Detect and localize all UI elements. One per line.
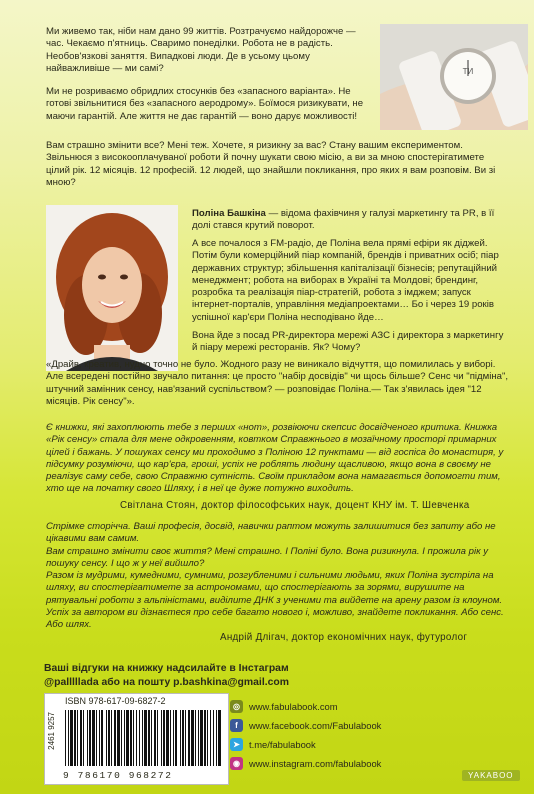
isbn-label: ISBN 978-617-09-6827-2: [65, 696, 166, 706]
side-digits: 2461 9257: [47, 712, 56, 750]
author-quote: «Драйв, креатив, нудно точно не було. Жодного разу не виникало відчуття, що помилилась у виборі. Але всередені постійно звучало питання: це просто "набір досвідів" чи щось більше? Сенс чи "підміна", штучний замінник сенсу, нав'язаний суспільством? — розповідає Поліна.— Так з'явилась ідея "12 місяців. Рік сенсу"».: [46, 359, 509, 407]
author-bio-2: А все почалося з FM-радіо, де Поліна вела прямі ефіри як діджей. Потім були комерційний піар компаній, брендів і приватних осіб; піар державних структур; збільшення капіталізації бізнесів; репутаційний менеджмент; робота на виборах в Україні та Молдові; брендинг, розробка та реалізація піар-стратегій, робота з імджем; запуск інтернет-порталів, управління медіапроектами… Бо і через 19 років успішної кар'єри Поліна несподівано йде…: [192, 238, 499, 323]
author-photo: [46, 205, 178, 371]
author-name: Поліна Башкіна: [192, 208, 266, 219]
telegram-icon: ➤: [230, 738, 243, 751]
link-facebook[interactable]: [230, 719, 381, 732]
feedback-line-2: @palllllada або на пошту p.bashkina@gmail.com: [44, 677, 289, 688]
author-bio-1: [192, 208, 510, 233]
feedback-note: [44, 662, 289, 690]
link-text: www.instagram.com/fabulabook: [249, 758, 382, 769]
facebook-icon: f: [230, 719, 243, 732]
feedback-line-1: Ваші відгуки на книжку надсилайте в Інстаграм: [44, 663, 289, 674]
link-text: t.me/fabulabook: [249, 739, 316, 750]
barcode-digits: 9 786170 968272: [63, 770, 173, 781]
review-2-signature: Андрій Длігач, доктор економічних наук, футуролог: [220, 632, 468, 643]
globe-icon: ◎: [230, 700, 243, 713]
intro-paragraph-2: Ми не розриваємо обридлих стосунків без «запасного варіанта». Не готові звільнитися без «запасного аеродрому». Боїмося ризикувати, не маючи гарантій. Але життя не дає гарантій — воно дарує можливості!: [46, 86, 364, 122]
link-text: www.facebook.com/Fabulabook: [249, 720, 382, 731]
author-bio-1-text: — відома фахівчиня у галузі маркетингу та PR, в її долі стався крутий поворот.: [192, 208, 495, 232]
author-bio-3: Вона йде з посад PR-директора мережі АЗС і директора з маркетингу й піару мережі ресторанів. Як? Чому?: [192, 330, 504, 354]
watch-photo: [380, 24, 528, 130]
barcode: [63, 710, 223, 768]
intro-paragraph-1: Ми живемо так, ніби нам дано 99 життів. Розтрачуємо найдорожче — час. Чекаємо п'ятниць. Сваримо понеділки. Робота не в радість. Необов'язкові заняття. Випадкові люди. Де в усьому цьому найважливіше — ми самі?: [46, 26, 356, 74]
isbn-barcode-block: [44, 693, 229, 785]
watch-face-text: ТИ: [462, 67, 474, 76]
intro-paragraph-3: Вам страшно змінити все? Мені теж. Хочете, я ризикну за вас? Стану вашим експериментом. Звільнюся з високооплачуваної роботи й почну шукати свою місію, а ви за мною спостерігатимете цілий рік. 12 місяців. 12 професій. 12 людей, що знайшли покликання, про яких я вам розповім. Ви зі мною?: [46, 140, 496, 188]
link-telegram[interactable]: [230, 738, 316, 751]
review-1-text: Є книжки, які захоплюють тебе з перших «нот», розвіюючи скепсис досвідченого критика. Книжка «Рік сенсу» стала для мене одкровенням, ковтком Справжнього в мозаїчному просторі примарних цілей і бажань. У пошуках сенсу ми проходимо з Поліною 12 пунктами — від госпіса до монастиря, у підсумку розуміючи, що кар'єра, гроші, успіх не роблять людину щасливою, якщо вона в своєму не реалізує саму себе, свою Справжню сутність. Своїм прикладом вона намагається допомогти тим, хто ще на початку свого Шляху, і в неї це дуже потужно виходить.: [46, 422, 504, 495]
publisher-mark: YAKABOO: [462, 770, 520, 781]
review-2-text: Стрімке сторічча. Ваші професія, досвід, навички раптом можуть залишитися без запиту або не цікавими вам самим. Вам страшно змінити своє життя? Мені страшно. І Поліні було. Вона ризикнула. І прожила рік у пошуку сенсу. І що ж у неї вийшло? Разом із мудрими, кумедними, сумними, розгубленими і сильними людьми, яких Поліна зустріла на шляху, ви спостерігатимете за астрономами, що спостерігають за зорями, вирушите на рятувальні роботи з альпіністами, виділите ДНК з ученими та вийдете на арену разом із клоуном. Успіх за автором ви дізнаєтеся про себе багато нового і, можливо, знайдете покликання. Або сенс. Або шлях.: [46, 521, 504, 631]
review-1-signature: Світлана Стоян, доктор філософських наук, доцент КНУ ім. Т. Шевченка: [120, 500, 470, 511]
instagram-icon: ◉: [230, 757, 243, 770]
link-instagram[interactable]: [230, 757, 381, 770]
link-globe[interactable]: [230, 700, 338, 713]
link-text: www.fabulabook.com: [249, 701, 338, 712]
